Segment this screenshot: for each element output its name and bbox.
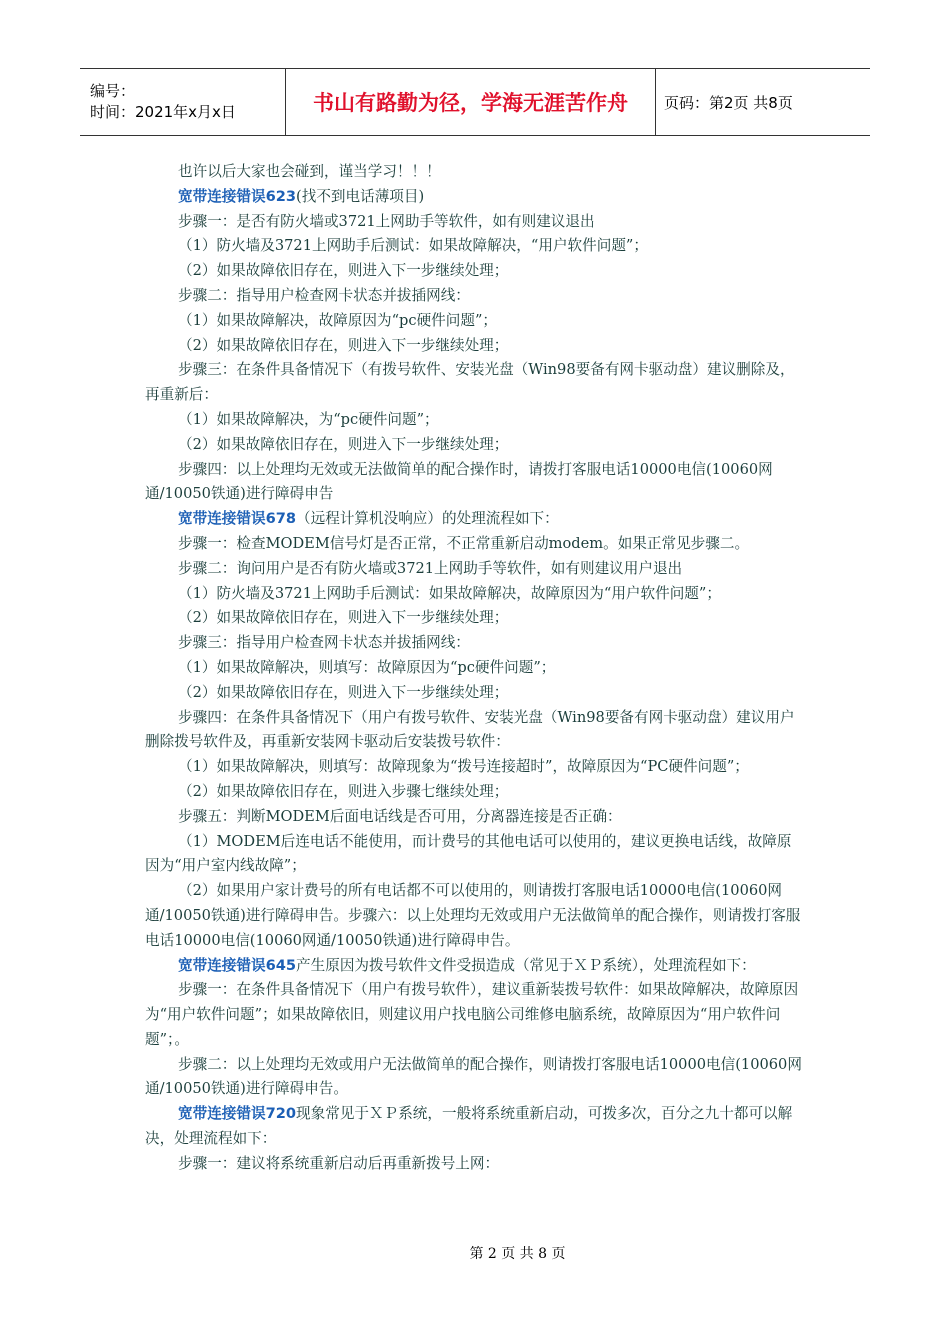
paragraph-text: 步骤四：以上处理均无效或无法做简单的配合操作时，请拨打客服电话10000电信(10060网通/10050铁通)进行障碍申告: [145, 460, 773, 503]
paragraph-text: 步骤一：检查MODEM信号灯是否正常，不正常重新启动modem。如果正常见步骤二。: [178, 534, 750, 552]
body-paragraph: [145, 1152, 805, 1177]
section-paragraph: [145, 1102, 805, 1152]
paragraph-text: （2）如果故障依旧存在，则进入下一步继续处理；: [178, 683, 509, 701]
paragraph-text: 现象常见于ＸＰ系统，一般将系统重新启动，可拨多次，百分之九十都可以解决，处理流程如下：: [145, 1105, 793, 1148]
body-paragraph: [145, 309, 805, 334]
body-paragraph: [145, 606, 805, 631]
paragraph-text: 也许以后大家也会碰到，谨当学习！！！: [178, 163, 441, 180]
body-paragraph: [145, 805, 805, 830]
body-paragraph: [145, 681, 805, 706]
paragraph-text: （2）如果故障依旧存在，则进入下一步继续处理；: [178, 336, 509, 354]
section-paragraph: [145, 185, 805, 210]
body-paragraph: [145, 706, 805, 756]
paragraph-text: 产生原因为拨号软件文件受损造成（常见于ＸＰ系统），处理流程如下：: [296, 956, 756, 974]
body-paragraph: [145, 557, 805, 582]
body-paragraph: [145, 978, 805, 1052]
page-footer: 第 2 页 共 8 页: [469, 1246, 566, 1262]
header-meta: [80, 69, 286, 135]
body-paragraph: [145, 631, 805, 656]
paragraph-text: 步骤二：指导用户检查网卡状态并拔插网线：: [178, 286, 470, 304]
paragraph-text: （1）如果故障解决，故障原因为“pc硬件问题”；: [178, 311, 498, 329]
paragraph-text: （1）如果故障解决，则填写：故障原因为“pc硬件问题”；: [178, 658, 556, 676]
header-number: 编号：: [90, 82, 136, 100]
header-motto: [286, 69, 656, 135]
paragraph-text: （1）防火墙及3721上网助手后测试：如果故障解决，“用户软件问题”；: [178, 237, 648, 255]
section-heading: 宽带连接错误678: [178, 510, 297, 528]
body-paragraph: [145, 1053, 805, 1103]
body-paragraph: [145, 334, 805, 359]
body-paragraph: [145, 830, 805, 880]
paragraph-text: （远程计算机没响应）的处理流程如下：: [296, 510, 559, 528]
paragraph-text: （1）MODEM后连电话不能使用，而计费号的其他电话可以使用的，建议更换电话线，故障原因为“用户室内线故障”；: [145, 832, 792, 875]
paragraph-text: （2）如果故障依旧存在，则进入下一步继续处理；: [178, 262, 509, 280]
paragraph-text: （2）如果故障依旧存在，则进入下一步继续处理；: [178, 609, 509, 627]
section-heading: 宽带连接错误645: [178, 956, 297, 974]
body-paragraph: [145, 433, 805, 458]
body-paragraph: [145, 284, 805, 309]
header-page-label: 页码：第2页 共8页: [664, 93, 793, 112]
body-paragraph: [145, 458, 805, 508]
paragraph-text: （1）如果故障解决，为“pc硬件问题”；: [178, 410, 439, 428]
paragraph-text: 步骤一：是否有防火墙或3721上网助手等软件，如有则建议退出: [178, 212, 595, 230]
header-time: 时间：2021年x月x日: [90, 103, 236, 121]
section-heading: 宽带连接错误720: [178, 1105, 297, 1123]
body-paragraph: [145, 160, 805, 185]
body-paragraph: [145, 532, 805, 557]
paragraph-text: 步骤二：以上处理均无效或用户无法做简单的配合操作，则请拨打客服电话10000电信(10060网通/10050铁通)进行障碍申告。: [145, 1055, 802, 1098]
body-paragraph: [145, 234, 805, 259]
body-paragraph: [145, 879, 805, 953]
paragraph-text: 步骤二：询问用户是否有防火墙或3721上网助手等软件，如有则建议用户退出: [178, 559, 683, 577]
document-body: [145, 160, 805, 1177]
paragraph-text: (找不到电话薄项目): [296, 187, 425, 205]
body-paragraph: [145, 780, 805, 805]
paragraph-text: 步骤三：在条件具备情况下（有拨号软件、安装光盘（Win98要备有网卡驱动盘）建议删除及，再重新后：: [145, 361, 795, 404]
paragraph-text: （2）如果故障依旧存在，则进入下一步继续处理；: [178, 435, 509, 453]
body-paragraph: [145, 358, 805, 408]
body-paragraph: [145, 210, 805, 235]
header-page: [656, 69, 870, 135]
paragraph-text: 步骤三：指导用户检查网卡状态并拔插网线：: [178, 634, 470, 652]
body-paragraph: [145, 755, 805, 780]
body-paragraph: [145, 582, 805, 607]
section-paragraph: [145, 507, 805, 532]
paragraph-text: 步骤五：判断MODEM后面电话线是否可用，分离器连接是否正确：: [178, 807, 622, 825]
paragraph-text: 步骤一：在条件具备情况下（用户有拨号软件），建议重新装拨号软件：如果故障解决，故障原因为“用户软件问题”；如果故障依旧，则建议用户找电脑公司维修电脑系统，故障原因为“用户软件问题”；。: [145, 981, 799, 1048]
page-header: [80, 68, 870, 136]
paragraph-text: 步骤四：在条件具备情况下（用户有拨号软件、安装光盘（Win98要备有网卡驱动盘）建议用户删除拨号软件及，再重新安装网卡驱动后安装拨号软件：: [145, 708, 795, 751]
body-paragraph: [145, 259, 805, 284]
paragraph-text: （1）防火墙及3721上网助手后测试：如果故障解决，故障原因为“用户软件问题”；: [178, 584, 721, 602]
paragraph-text: 步骤一：建议将系统重新启动后再重新拨号上网：: [178, 1154, 500, 1172]
body-paragraph: [145, 408, 805, 433]
section-paragraph: [145, 954, 805, 979]
section-heading: 宽带连接错误623: [178, 187, 297, 205]
paragraph-text: （1）如果故障解决，则填写：故障现象为“拨号连接超时”，故障原因为“PC硬件问题”；: [178, 758, 749, 776]
paragraph-text: （2）如果故障依旧存在，则进入步骤七继续处理；: [178, 782, 509, 800]
paragraph-text: （2）如果用户家计费号的所有电话都不可以使用的，则请拨打客服电话10000电信(10060网通/10050铁通)进行障碍申告。步骤六：以上处理均无效或用户无法做简单的配合操作，则请拨打客服电话10000电信(10060网通/10050铁通)进行障碍申告。: [145, 882, 801, 949]
body-paragraph: [145, 656, 805, 681]
motto-text: 书山有路勤为径，学海无涯苦作舟: [313, 91, 628, 115]
